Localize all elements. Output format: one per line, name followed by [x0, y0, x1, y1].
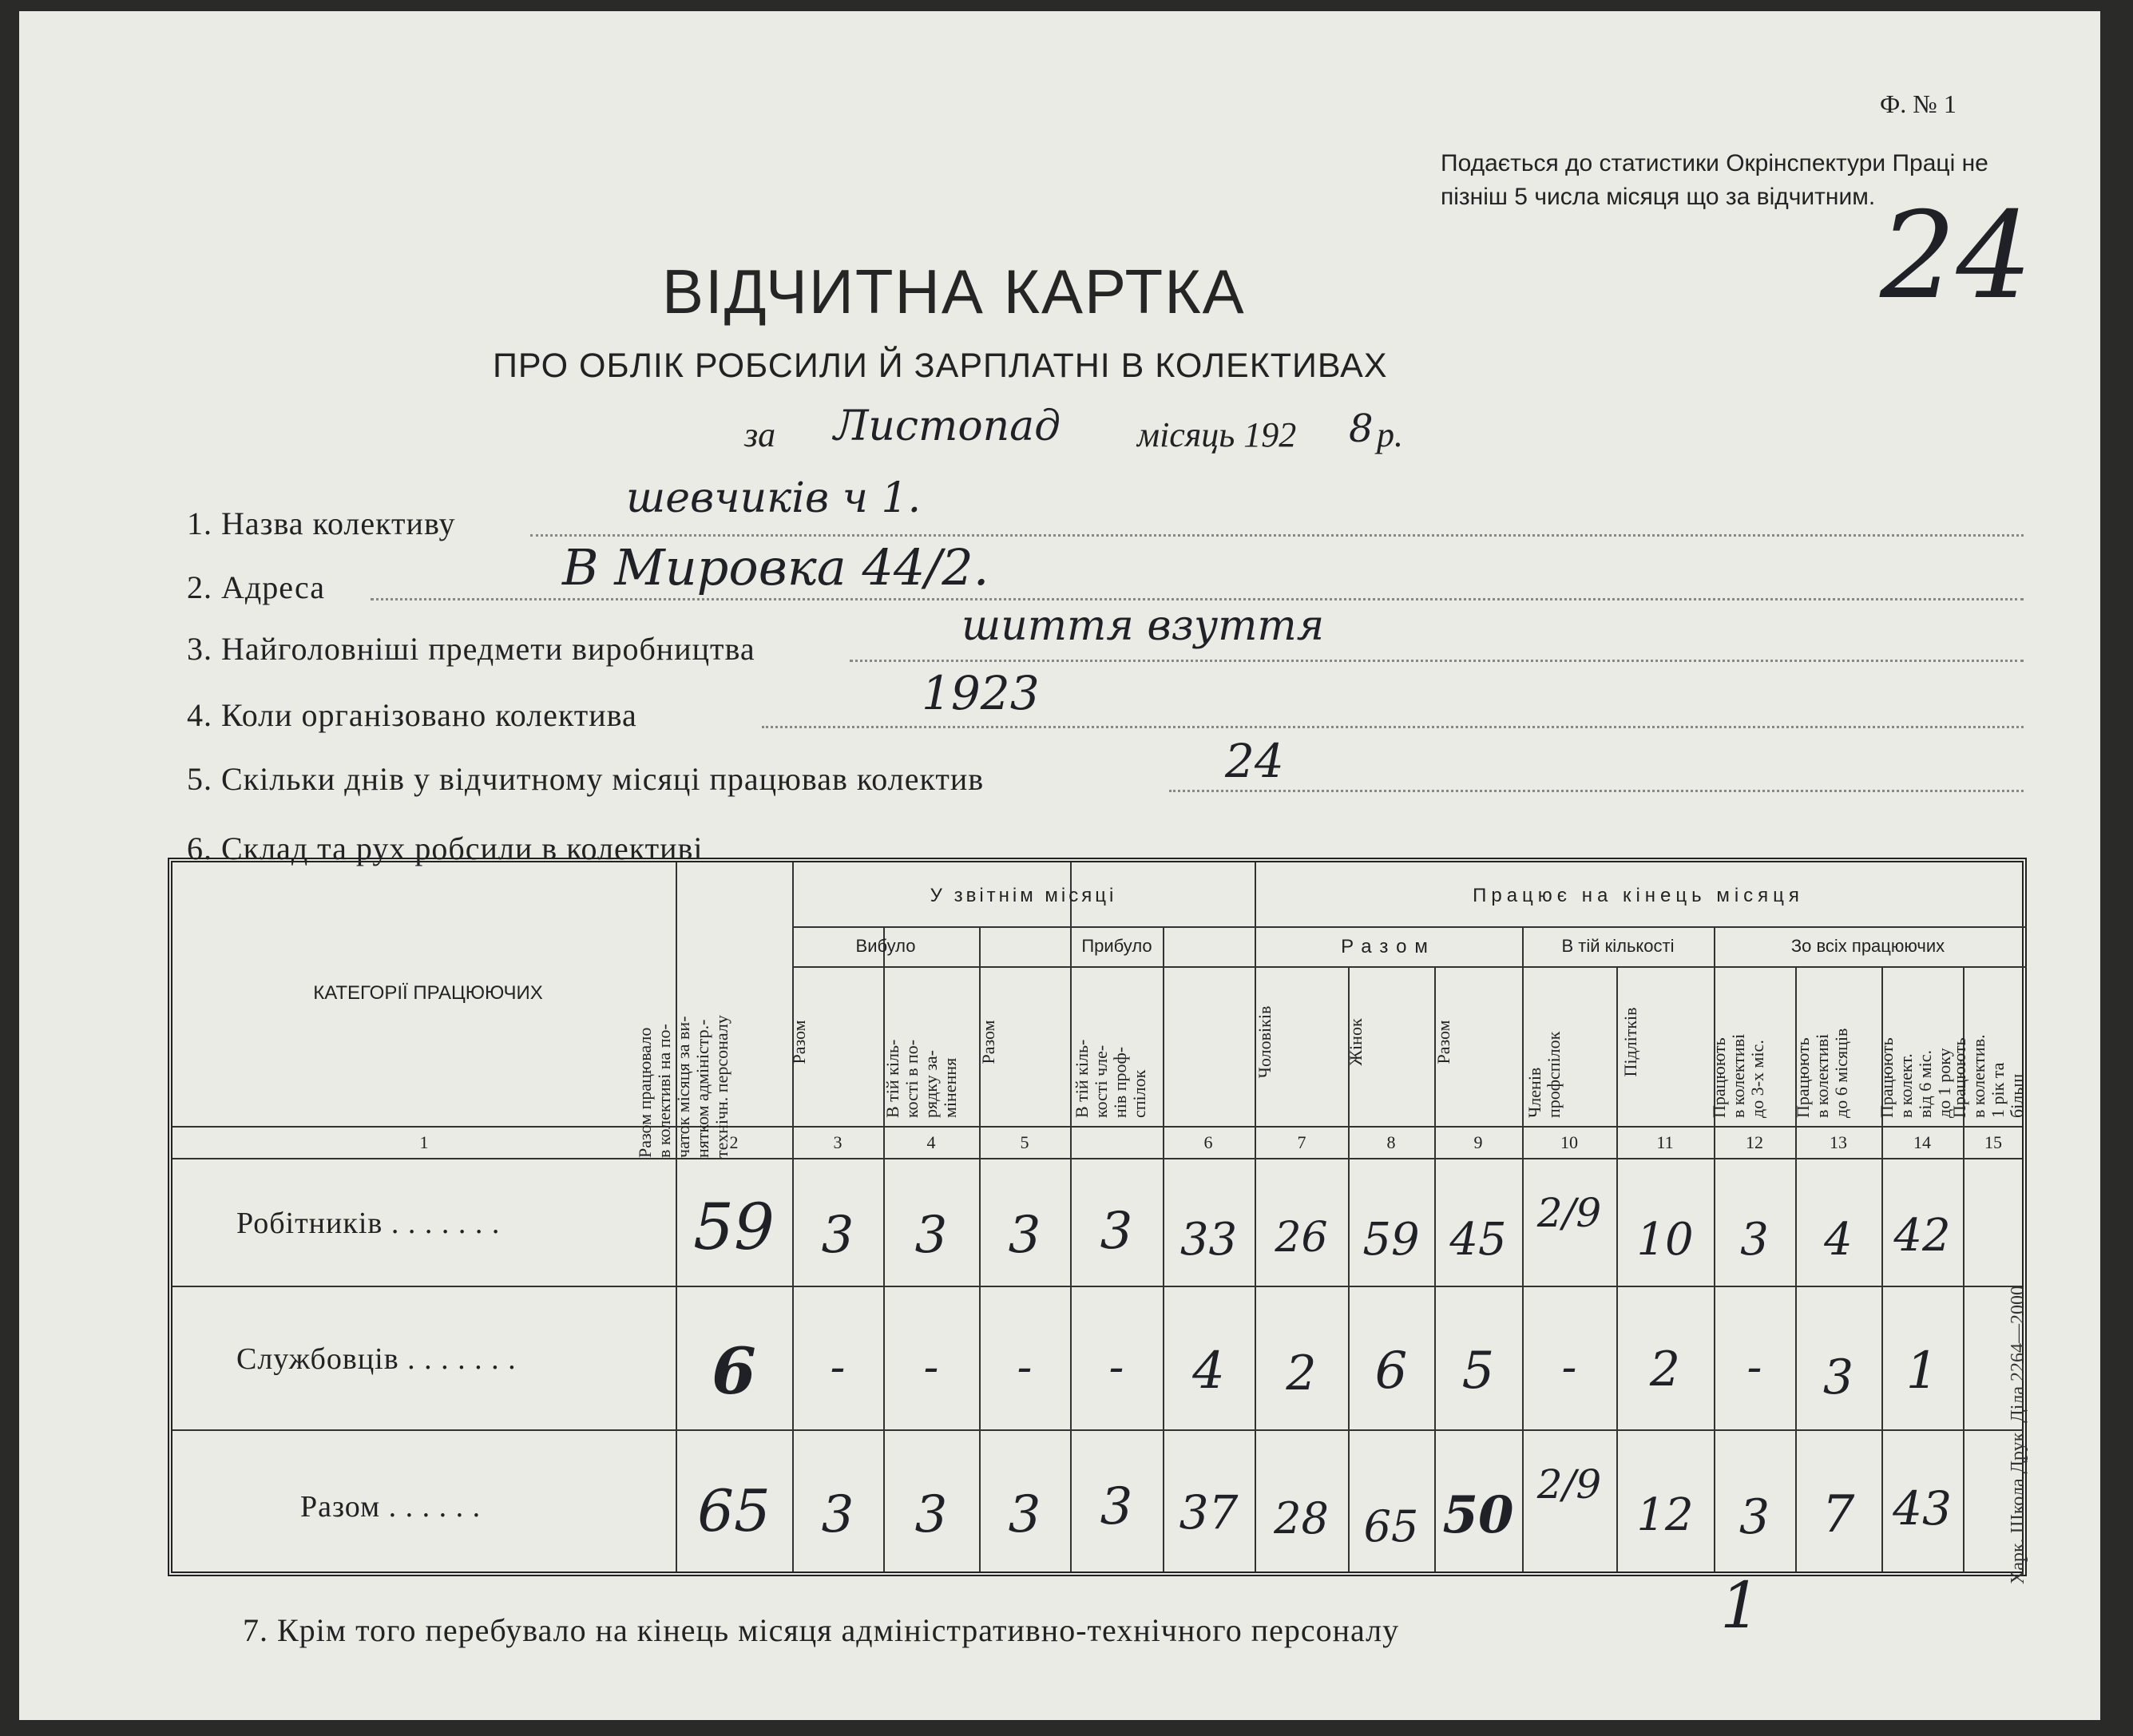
col8-header: Жінок — [1346, 1018, 1366, 1066]
table-cell: 3 — [821, 1206, 854, 1265]
categories-header: КАТЕГОРІЇ ПРАЦЮЮЧИХ — [313, 982, 543, 1004]
field-dots — [371, 598, 2024, 600]
field-workforce-label: 6. Склад та рух робсили в колективі — [187, 830, 704, 866]
table-cell: 12 — [1636, 1489, 1694, 1541]
table-cell: 3 — [914, 1206, 948, 1265]
table-cell: - — [830, 1342, 846, 1393]
table-cell: 45 — [1449, 1214, 1507, 1266]
printer-mark: Харк. Школа Друк. Діла 2264—2000 — [2008, 1286, 2028, 1584]
table-cell: 3 — [1822, 1350, 1854, 1405]
col2-header: Разом працювало в колективі на по- чаток місяця за ви- нятком адміністр.- технічн. персоналу — [635, 1015, 731, 1158]
col5-header: Разом — [978, 1020, 998, 1064]
col4-header: В тій кіль- кості в по- рядку за- мінення — [882, 1039, 960, 1118]
item7-value: 1 — [1720, 1568, 1761, 1643]
period-middle: місяць 192 — [1137, 415, 1297, 454]
col14-header: Працюють в колект. від 6 міс. до 1 року — [1877, 1037, 1954, 1118]
table-cell: 3 — [1100, 1477, 1133, 1536]
field-days-label: 5. Скільки днів у відчитному місяці працював колектив — [187, 761, 985, 797]
table-cell: - — [1017, 1342, 1033, 1393]
workforce-table — [168, 858, 2027, 1576]
col12-header: Працюють в колективі до 3-х міс. — [1709, 1033, 1767, 1118]
col-number: 1 — [419, 1132, 429, 1152]
table-cell: 3 — [821, 1485, 854, 1544]
table-cell: 3 — [914, 1485, 948, 1544]
table-cell: 37 — [1179, 1485, 1239, 1540]
table-cell: - — [1746, 1342, 1762, 1393]
table-cell: - — [1561, 1342, 1577, 1393]
field-collective-name-label: 1. Назва колективу — [187, 505, 456, 541]
col-number: 12 — [1746, 1132, 1763, 1152]
table-cell: 59 — [1362, 1214, 1420, 1266]
col9-header: Разом — [1433, 1020, 1453, 1064]
row-label-employees: Службовців . . . . . . . — [236, 1342, 517, 1376]
table-cell: 6 — [1374, 1342, 1408, 1401]
field-products-value: шиття взуття — [961, 602, 1325, 650]
col7-header: Чоловіків — [1255, 1005, 1275, 1079]
col-number: 4 — [926, 1132, 936, 1152]
sub-arrived-header: Прибуло — [1081, 936, 1152, 956]
col-number: 13 — [1830, 1132, 1847, 1152]
table-cell: 4 — [1192, 1342, 1225, 1401]
period-month: Листопад — [834, 402, 1061, 450]
table-cell: 42 — [1893, 1210, 1951, 1262]
col11-header: Підлітків — [1620, 1007, 1640, 1077]
col-number: 9 — [1473, 1132, 1483, 1152]
table-cell: 7 — [1822, 1485, 1855, 1544]
table-cell: 28 — [1274, 1493, 1329, 1544]
table-cell: 33 — [1179, 1214, 1238, 1266]
table-cell: 65 — [1363, 1501, 1419, 1552]
col-number: 8 — [1386, 1132, 1396, 1152]
document-title: ВІДЧИТНА КАРТКА — [662, 256, 1246, 327]
table-cell: 2 — [1286, 1346, 1317, 1401]
period-suffix: р. — [1377, 415, 1403, 454]
item7-label: 7. Крім того перебувало на кінець місяця адміністративно-технічного персоналу — [243, 1612, 1400, 1648]
field-products-label: 3. Найголовніші предмети виробництва — [187, 631, 755, 667]
document-subtitle: ПРО ОБЛІК РОБСИЛИ Й ЗАРПЛАТНІ В КОЛЕКТИВАХ — [493, 347, 1388, 385]
field-dots — [850, 660, 2024, 662]
field-collective-name-value: шевчиків ч 1. — [626, 474, 922, 522]
table-cell: 3 — [1008, 1485, 1041, 1544]
field-address-value: В Мировка 44/2. — [562, 538, 989, 597]
sub-total-header: Разом — [1341, 936, 1436, 957]
col15-header: Працюють в колектив. 1 рік та більш — [1949, 1034, 2027, 1118]
col-number: 7 — [1297, 1132, 1306, 1152]
table-cell: 2 — [1649, 1342, 1681, 1397]
form-number: Ф. № 1 — [1880, 89, 1957, 118]
row-label-total: Разом . . . . . . — [300, 1490, 482, 1524]
sub-of-all-header: Зо всіх працюючих — [1790, 936, 1945, 956]
field-days-value: 24 — [1225, 734, 1284, 788]
table-cell: 6 — [712, 1334, 756, 1409]
table-cell: 1 — [1905, 1342, 1939, 1401]
col-number: 6 — [1203, 1132, 1213, 1152]
group-end-header: Працює на кінець місяця — [1473, 885, 1804, 906]
col-number: 10 — [1560, 1132, 1578, 1152]
col-number: 15 — [1984, 1132, 2002, 1152]
table-cell: 59 — [693, 1190, 775, 1264]
row-label-workers: Робітників . . . . . . . — [236, 1207, 501, 1240]
field-dots — [762, 726, 2024, 728]
submission-notice: Подається до статистики Окрінспектури Праці не пізніш 5 числа місяця що за відчитним. — [1441, 150, 1988, 210]
handwritten-number: 24 — [1880, 187, 2032, 326]
table-cell: 2/9 — [1536, 1190, 1602, 1236]
report-card-page — [19, 11, 2100, 1720]
col-number: 3 — [833, 1132, 842, 1152]
field-address-label: 2. Адреса — [187, 569, 325, 605]
table-cell: - — [1108, 1342, 1124, 1393]
col13-header: Працюють в колективі до 6 місяців — [1793, 1028, 1851, 1118]
field-organized-value: 1923 — [922, 666, 1040, 720]
sub-including-header: В тій кількості — [1561, 936, 1675, 956]
table-cell: 3 — [1008, 1206, 1041, 1265]
col6-header: В тій кіль- кості чле- нів проф- спілок — [1072, 1039, 1149, 1118]
table-cell: 26 — [1275, 1214, 1328, 1262]
col-number: 5 — [1020, 1132, 1029, 1152]
field-organized-label: 4. Коли організовано колектива — [187, 697, 637, 733]
col3-header: Разом — [789, 1020, 809, 1064]
table-cell: 3 — [1100, 1202, 1133, 1261]
field-dots — [530, 534, 2024, 537]
col-number: 2 — [729, 1132, 739, 1152]
col10-header: Членів профспілок — [1524, 1031, 1564, 1118]
period-prefix: за — [744, 415, 776, 454]
table-cell: - — [923, 1342, 939, 1393]
group-month-header: У звітнім місяці — [930, 885, 1117, 906]
table-cell: 43 — [1893, 1481, 1952, 1536]
table-cell: 65 — [697, 1477, 771, 1544]
table-cell: 10 — [1636, 1214, 1694, 1266]
table-cell: 3 — [1740, 1214, 1769, 1266]
col-number: 11 — [1656, 1132, 1674, 1152]
field-dots — [1169, 790, 2024, 792]
table-cell: 5 — [1461, 1342, 1495, 1401]
sub-left-header: Вибуло — [855, 936, 916, 956]
col-number: 14 — [1913, 1132, 1931, 1152]
table-cell: 3 — [1739, 1489, 1770, 1545]
period-year-digit: 8 — [1349, 406, 1374, 451]
table-cell: 4 — [1824, 1214, 1853, 1266]
table-cell: 2/9 — [1536, 1461, 1602, 1508]
table-cell: 50 — [1442, 1485, 1514, 1545]
